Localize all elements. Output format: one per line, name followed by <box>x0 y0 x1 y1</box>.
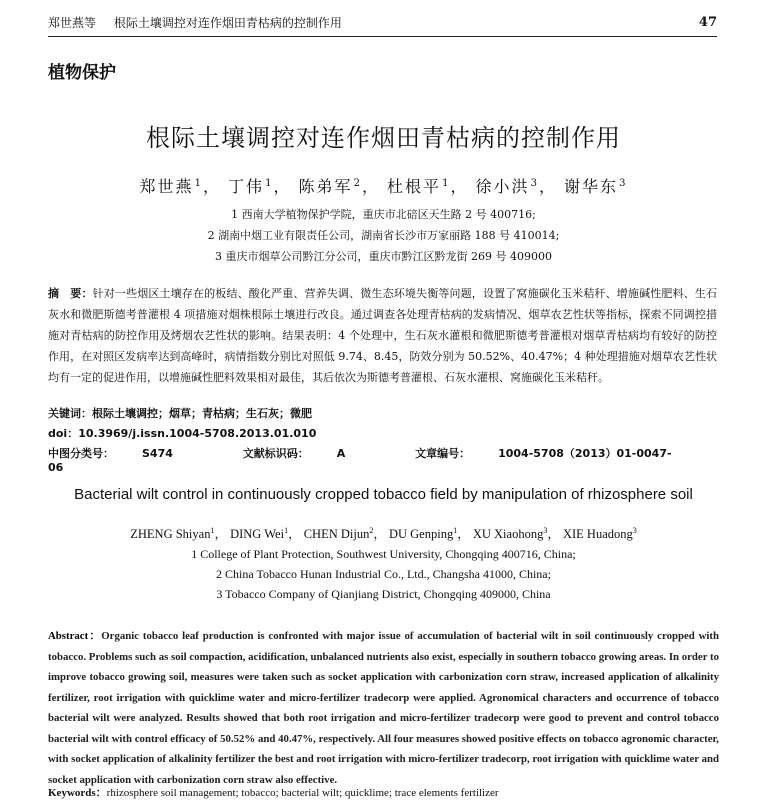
author-en: XIE Huadong$^3$ <box>562 525 637 541</box>
english-affiliations <box>0 544 767 604</box>
keywords-en-label: Keywords： <box>48 787 107 799</box>
author-en: XU Xiaohong$^3$， <box>472 525 560 541</box>
author-cn: 陈弟军$^2$， <box>298 177 380 196</box>
author-cn: 杜根平$^1$， <box>387 177 469 196</box>
running-header-authors: 郑世燕等 <box>48 15 97 30</box>
affiliation-en: 1 College of Plant Protection, Southwest University, Chongqing 400716, China; <box>191 547 576 561</box>
chinese-keywords: 关键词：根际土壤调控；烟草；青枯病；生石灰；微肥 <box>48 407 312 420</box>
author-en: DING Wei$^1$， <box>230 525 301 541</box>
author-cn: 谢华东$^3$ <box>564 177 628 196</box>
doc-code: 文献标识码： A <box>242 447 346 460</box>
running-header-title: 根际土壤调控对连作烟田青枯病的控制作用 <box>113 15 342 30</box>
english-title: Bacterial wilt control in continuously cropped tobacco field by manipulation of rhizosphere soil <box>74 486 693 503</box>
clc: 中图分类号： S474 <box>48 447 173 460</box>
abstract-en-text: Organic tobacco leaf production is confronted with major issue of accumulation of bacterial wilt in soil continuously cropped with tobacco. Problems such as soil compaction, acidification, unbalanced nutrients also exist, especially in southern tobacco growing areas. In order to improve tobacco growing soil, measures were taken such as socket application with carbonization corn straw, increased application of alkalinity fertilizer, root irrigation with quicklime water and micro-fertilizer tradecorp were applied. Agronomical characters and occurrence of tobacco bacterial wilt were analyzed. Results showed that both root irrigation and micro-fertilizer tradecorp were good to prevent and control tobacco bacterial wilt with control efficacy of 50.52% and 40.47%, respectively. All four measures showed positive effects on tobacco agronomic character, with socket application of alkalinity fertilizer the best and root irrigation with micro-fertilizer tradecorp, root irrigation with quicklime water and socket application with carbonization corn straw also effective. <box>48 630 720 786</box>
section-heading: 植物保护 <box>48 63 116 83</box>
keywords-en-text: rhizosphere soil management; tobacco; bacterial wilt; quicklime; trace elements fertilizer <box>106 787 499 799</box>
author-cn: 徐小洪$^3$， <box>475 177 557 196</box>
author-cn: 郑世燕$^1$， <box>139 177 221 196</box>
page-number: 47 <box>698 14 717 30</box>
doi-line: doi：10.3969/j.issn.1004-5708.2013.01.010 <box>48 427 317 440</box>
abstract-cn-text: 针对一些烟区土壤存在的板结、酸化严重、营养失调、微生态环境失衡等问题，设置了窝施碳化玉米秸秆、增施碱性肥料、生石灰水和微肥斯德考普灌根 4 项措施对烟株根际土壤进行改良。通过调查各处理青枯病的发病情况、烟草农艺性状等指标，探索不同调控措施对青枯病的防控作用及烤烟农艺性状的影响。结果表明：4 个处理中，生石灰水灌根和微肥斯德考普灌根对烟草青枯病均有较好的防控作用，在对照区发病率达到高峰时，病情指数分别比对照低 9.74、8.45，防效分别为 50.52%、40.47%；4 种处理措施对烟草农艺性状均有一定的促进作用，以增施碱性肥料效果相对最佳，其后依次为斯德考普灌根、石灰水灌根、窝施碳化玉米秸秆。 <box>48 287 718 384</box>
chinese-title: 根际土壤调控对连作烟田青枯病的控制作用 <box>146 124 621 152</box>
doi-value: 10.3969/j.issn.1004-5708.2013.01.010 <box>78 427 317 440</box>
affiliation-en: 2 China Tobacco Hunan Industrial Co., Ltd., Changsha 41000, China; <box>216 567 551 581</box>
affiliation-cn: 1 西南大学植物保护学院，重庆市北碚区天生路 2 号 400716; <box>231 208 536 221</box>
author-en: ZHENG Shiyan$^1$， <box>130 525 227 541</box>
running-header-left <box>48 14 356 31</box>
chinese-abstract <box>48 283 717 388</box>
english-keywords <box>48 784 719 800</box>
english-abstract <box>48 626 719 790</box>
abstract-cn-label: 摘 要： <box>48 287 93 300</box>
author-en: CHEN Dijun$^2$， <box>303 525 386 541</box>
affiliation-cn: 3 重庆市烟草公司黔江分公司，重庆市黔江区黔龙街 269 号 409000 <box>215 250 552 263</box>
affiliation-cn: 2 湖南中烟工业有限责任公司，湖南省长沙市万家丽路 188 号 410014; <box>207 229 560 242</box>
abstract-en-label: Abstract： <box>48 630 102 642</box>
article-number: 文章编号： 1004-5708（2013）01-0047-06 <box>48 447 672 474</box>
running-header <box>48 12 717 37</box>
author-cn: 丁伟$^1$， <box>228 177 292 196</box>
classification-line <box>48 445 717 474</box>
chinese-authors <box>0 174 767 197</box>
english-authors <box>0 524 767 542</box>
affiliation-en: 3 Tobacco Company of Qianjiang District, Chongqing 409000, China <box>216 587 551 601</box>
author-en: DU Genping$^1$， <box>388 525 470 541</box>
chinese-affiliations <box>0 204 767 267</box>
